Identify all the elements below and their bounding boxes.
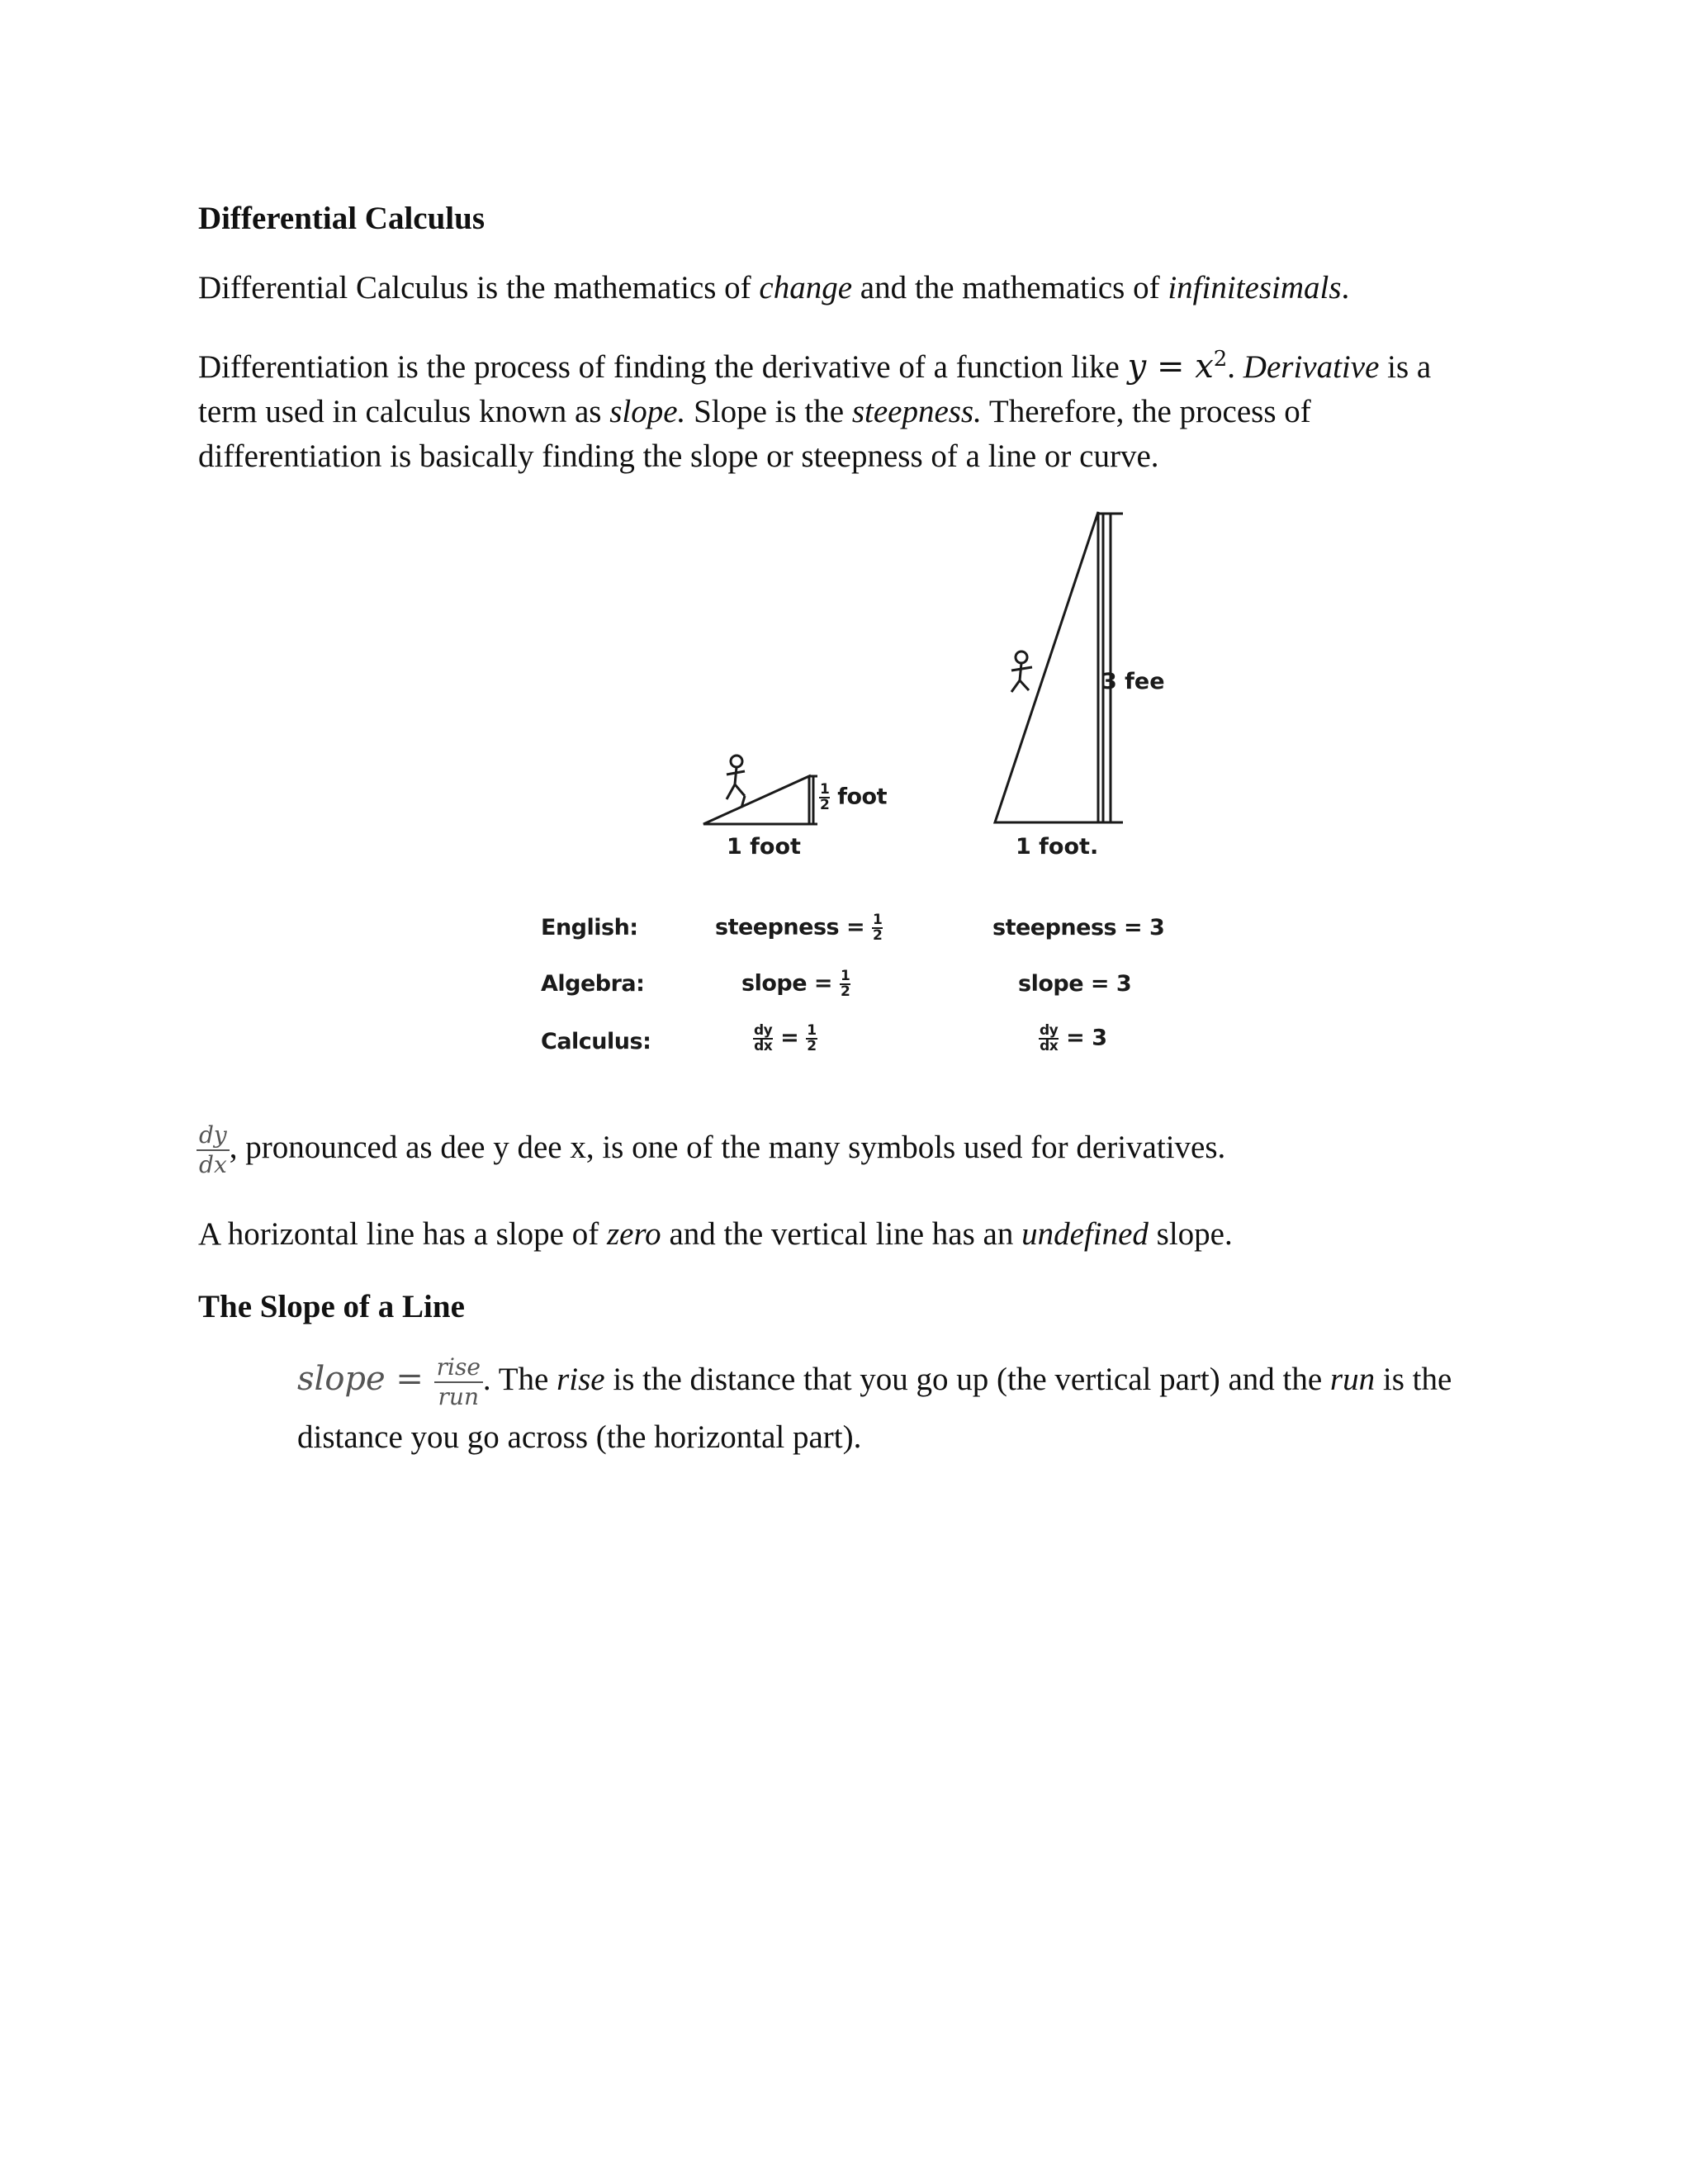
intro-text-1: Differential Calculus is the mathematics of	[198, 270, 760, 306]
row-algebra-label: Algebra:	[541, 971, 645, 997]
fraction-den: 2	[840, 983, 850, 1000]
row-algebra-col2: slope = 3	[1018, 971, 1132, 997]
dydx-text: , pronounced as dee y dee x, is one of the many symbols used for derivatives.	[229, 1129, 1226, 1165]
col1-text: steepness =	[715, 914, 873, 940]
diff-text-1: Differentiation is the process of finding the derivative of a function like	[198, 349, 1128, 385]
intro-infinitesimals: infinitesimals	[1168, 270, 1342, 306]
slope-heading: The Slope of a Line	[198, 1289, 465, 1324]
eq-equals: =	[1146, 348, 1196, 386]
diff-text-5: Therefore, the process of differentiation is basically finding the slope or steepness of a line or curve.	[198, 394, 1311, 474]
horiz-zero: zero	[606, 1216, 661, 1252]
row-calculus-col2	[1039, 1024, 1106, 1054]
fraction-den: dx	[1040, 1038, 1059, 1054]
eq-exponent: 2	[1213, 347, 1228, 372]
dydx-small-fraction	[1039, 1024, 1059, 1054]
fraction-den: 2	[807, 1038, 817, 1054]
col1-text: =	[773, 1025, 807, 1051]
small-triangle	[703, 776, 817, 824]
diff-text-2: .	[1227, 349, 1243, 385]
row-algebra-col1	[741, 969, 850, 999]
stick-figure-icon	[727, 756, 745, 808]
row-calculus-label: Calculus:	[541, 1029, 651, 1054]
fraction-num: 1	[840, 968, 850, 984]
tall-triangle	[995, 512, 1123, 822]
fraction-den: run	[438, 1383, 479, 1411]
intro-paragraph	[198, 266, 1519, 310]
fraction-num: 1	[820, 781, 830, 798]
dydx-small-fraction	[753, 1024, 773, 1054]
col1-fraction	[840, 969, 850, 999]
horiz-undefined: undefined	[1021, 1216, 1149, 1252]
row-english-label: English:	[541, 915, 638, 940]
col1-fraction	[806, 1024, 817, 1054]
slope-text-3: is the distance you go across (the horizontal part).	[297, 1362, 1452, 1456]
fraction-den: 2	[820, 797, 830, 813]
row-english-col1	[715, 913, 883, 943]
fraction-num: 1	[807, 1022, 817, 1039]
col1-text: slope =	[741, 970, 840, 997]
horizontal-paragraph	[198, 1212, 1519, 1257]
col2-text: = 3	[1059, 1025, 1107, 1051]
fraction-den: dx	[199, 1151, 227, 1178]
diff-steepness: steepness.	[851, 394, 982, 429]
small-height-fraction	[819, 783, 830, 812]
intro-text-2: and the mathematics of	[852, 270, 1168, 306]
col1-fraction	[872, 913, 883, 943]
fraction-num: dy	[1040, 1022, 1059, 1039]
slope-run: run	[1329, 1362, 1376, 1397]
slope-text-1: . The	[482, 1362, 557, 1397]
fraction-num: rise	[434, 1353, 483, 1383]
page-title: Differential Calculus	[198, 201, 486, 236]
fraction-num: dy	[197, 1121, 230, 1151]
diff-derivative: Derivative	[1243, 349, 1380, 385]
slope-definition	[297, 1353, 1470, 1464]
horiz-text-1: A horizontal line has a slope of	[198, 1216, 607, 1252]
climber-icon	[1011, 651, 1032, 692]
eq-x: x	[1195, 348, 1214, 386]
eq-y: y	[1127, 348, 1147, 386]
rise-run-fraction	[434, 1353, 483, 1411]
slope-equals: =	[385, 1360, 434, 1398]
small-height-label	[819, 783, 887, 812]
diff-text-3: is a term used in calculus known as	[198, 349, 1432, 429]
fraction-num: dy	[754, 1022, 773, 1039]
horiz-text-2: and the vertical line has an	[661, 1216, 1022, 1252]
tall-height-label: 3 fee	[1101, 669, 1165, 694]
small-base-label: 1 foot	[727, 834, 801, 860]
slope-rise: rise	[557, 1362, 605, 1397]
tall-base-label: 1 foot.	[1016, 834, 1099, 860]
fraction-den: 2	[873, 927, 883, 944]
row-calculus-col1	[753, 1024, 817, 1054]
slope-word: slope	[297, 1360, 386, 1398]
slope-text-2: is the distance that you go up (the vertical part) and the	[604, 1362, 1330, 1397]
differentiation-paragraph	[198, 337, 1494, 479]
height-unit: foot	[837, 784, 888, 810]
fraction-den: dx	[754, 1038, 773, 1054]
horiz-text-3: slope.	[1148, 1216, 1233, 1252]
dydx-paragraph	[197, 1121, 1518, 1179]
diff-text-4: Slope is the	[685, 394, 852, 429]
dydx-fraction	[197, 1121, 230, 1179]
intro-text-3: .	[1341, 270, 1350, 306]
row-english-col2: steepness = 3	[992, 915, 1165, 940]
diff-slope: slope.	[609, 394, 686, 429]
intro-change: change	[759, 270, 853, 306]
fraction-num: 1	[873, 912, 883, 928]
